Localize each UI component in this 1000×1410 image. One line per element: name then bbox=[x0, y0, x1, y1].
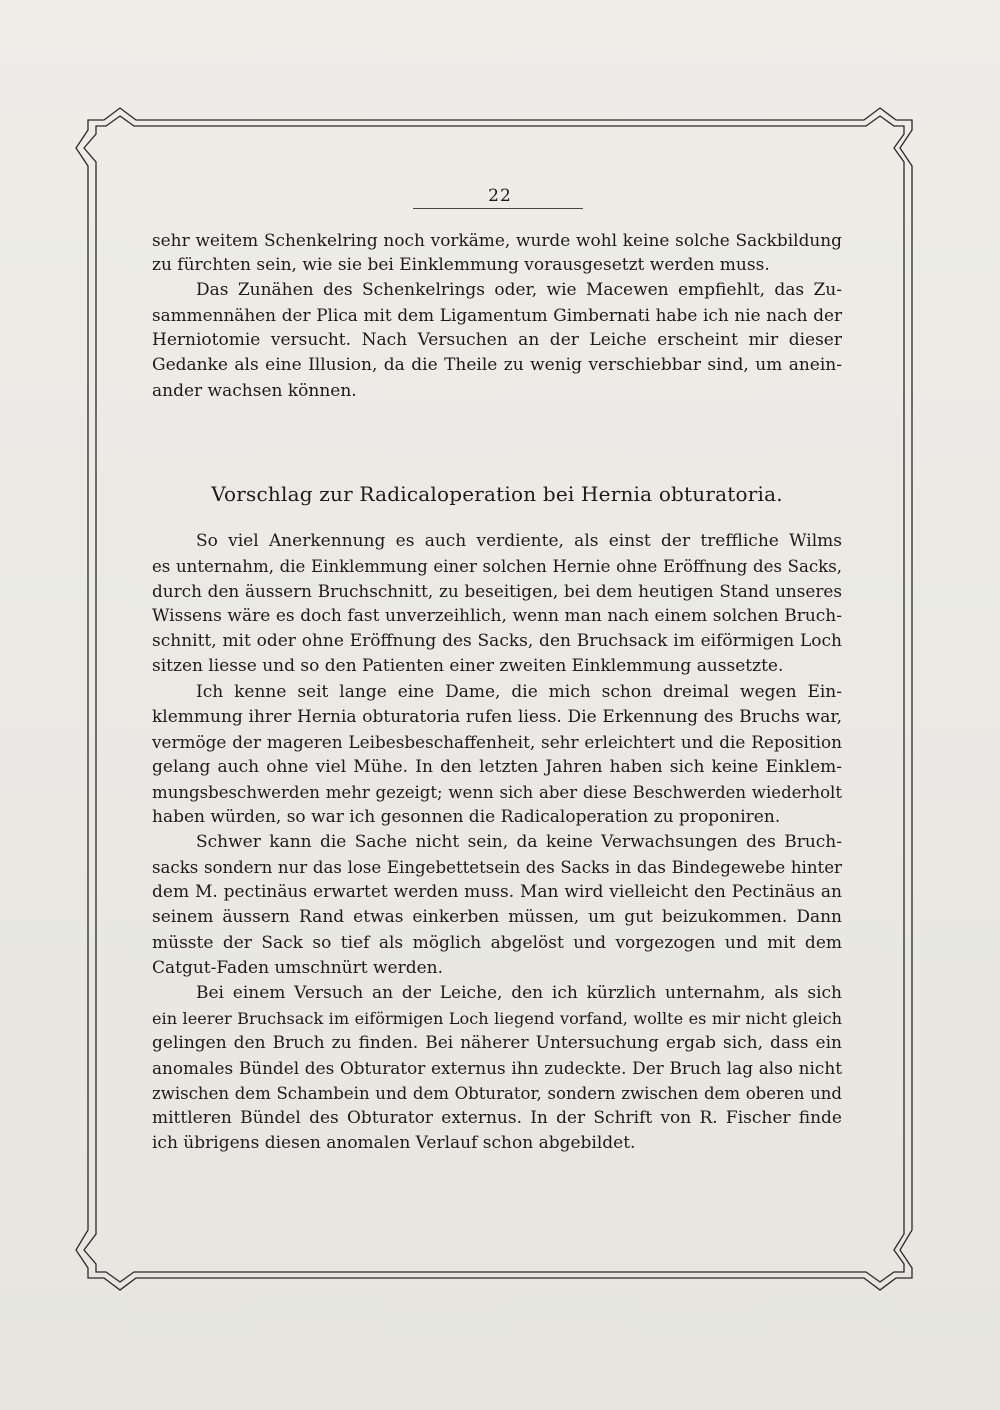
text-line: mungsbeschwerden mehr gezeigt; wenn sich aber diese Beschwerden wiederholt bbox=[152, 782, 842, 802]
text-line: sacks sondern nur das lose Eingebettetsein des Sacks in das Bindegewebe hinter bbox=[152, 858, 842, 878]
text-line: Gedanke als eine Illusion, da die Theile zu wenig verschiebbar sind, um anein- bbox=[152, 355, 842, 376]
text-line: gelang auch ohne viel Mühe. In den letzten Jahren haben sich keine Einklem- bbox=[152, 756, 842, 777]
text-line: zu fürchten sein, wie sie bei Einklemmung vorausgesetzt werden muss. bbox=[152, 255, 770, 276]
text-line: So viel Anerkennung es auch verdiente, als einst der treffliche Wilms bbox=[196, 531, 842, 551]
text-line: vermöge der mageren Leibesbeschaffenheit, sehr erleichtert und die Reposition bbox=[152, 731, 842, 752]
text-line: durch den äussern Bruchschnitt, zu beseitigen, bei dem heutigen Stand unseres bbox=[152, 581, 842, 602]
text-line: ich übrigens diesen anomalen Verlauf schon abgebildet. bbox=[152, 1133, 636, 1154]
text-line: seinem äussern Rand etwas einkerben müssen, um gut beizukommen. Dann bbox=[152, 907, 842, 928]
text-line: ein leerer Bruchsack im eiförmigen Loch liegend vorfand, wollte es mir nicht gleich bbox=[152, 1008, 842, 1028]
text-line: Wissens wäre es doch fast unverzeihlich, wenn man nach einem solchen Bruch- bbox=[152, 606, 842, 627]
text-line: Schwer kann die Sache nicht sein, da keine Verwachsungen des Bruch- bbox=[196, 832, 842, 853]
section-heading: Vorschlag zur Radicaloperation bei Hernia obturatoria. bbox=[211, 482, 783, 506]
text-line: haben würden, so war ich gesonnen die Radicaloperation zu proponiren. bbox=[152, 807, 781, 828]
text-line: Ich kenne seit lange eine Dame, die mich schon dreimal wegen Ein- bbox=[196, 681, 842, 702]
text-line: Catgut-Faden umschnürt werden. bbox=[152, 957, 444, 978]
text-line: schnitt, mit oder ohne Eröffnung des Sacks, den Bruchsack im eiförmigen Loch bbox=[152, 631, 842, 652]
text-line: sammennähen der Plica mit dem Ligamentum Gimbernati habe ich nie nach der bbox=[152, 305, 842, 326]
text-line: es unternahm, die Einklemmung einer solchen Hernie ohne Eröffnung des Sacks, bbox=[152, 557, 842, 577]
page-number-rule bbox=[413, 208, 583, 209]
text-line: zwischen dem Schambein und dem Obturator, sondern zwischen dem oberen und bbox=[152, 1084, 842, 1104]
text-line: Bei einem Versuch an der Leiche, den ich kürzlich unternahm, als sich bbox=[196, 982, 842, 1003]
text-line: mittleren Bündel des Obturator externus. In der Schrift von R. Fischer finde bbox=[152, 1108, 842, 1129]
paragraph-main bbox=[152, 529, 842, 1156]
text-line: Das Zunähen des Schenkelrings oder, wie Macewen empfiehlt, das Zu- bbox=[196, 280, 842, 301]
text-line: anomales Bündel des Obturator externus ihn zudeckte. Der Bruch lag also nicht bbox=[152, 1057, 842, 1078]
text-line: sitzen liesse und so den Patienten einer zweiten Einklemmung aussetzte. bbox=[152, 656, 784, 677]
text-line: Herniotomie versucht. Nach Versuchen an der Leiche erscheint mir dieser bbox=[152, 330, 842, 351]
paragraph-top bbox=[152, 228, 842, 404]
page-number: 22 bbox=[488, 186, 512, 206]
text-line: dem M. pectinäus erwartet werden muss. Man wird vielleicht den Pectinäus an bbox=[152, 882, 842, 903]
text-line: müsste der Sack so tief als möglich abgelöst und vorgezogen und mit dem bbox=[152, 932, 842, 953]
text-line: ander wachsen können. bbox=[152, 380, 357, 401]
text-line: gelingen den Bruch zu finden. Bei näherer Untersuchung ergab sich, dass ein bbox=[152, 1032, 842, 1053]
text-line: sehr weitem Schenkelring noch vorkäme, wurde wohl keine solche Sackbildung bbox=[152, 230, 842, 250]
text-line: klemmung ihrer Hernia obturatoria rufen liess. Die Erkennung des Bruchs war, bbox=[152, 706, 842, 727]
